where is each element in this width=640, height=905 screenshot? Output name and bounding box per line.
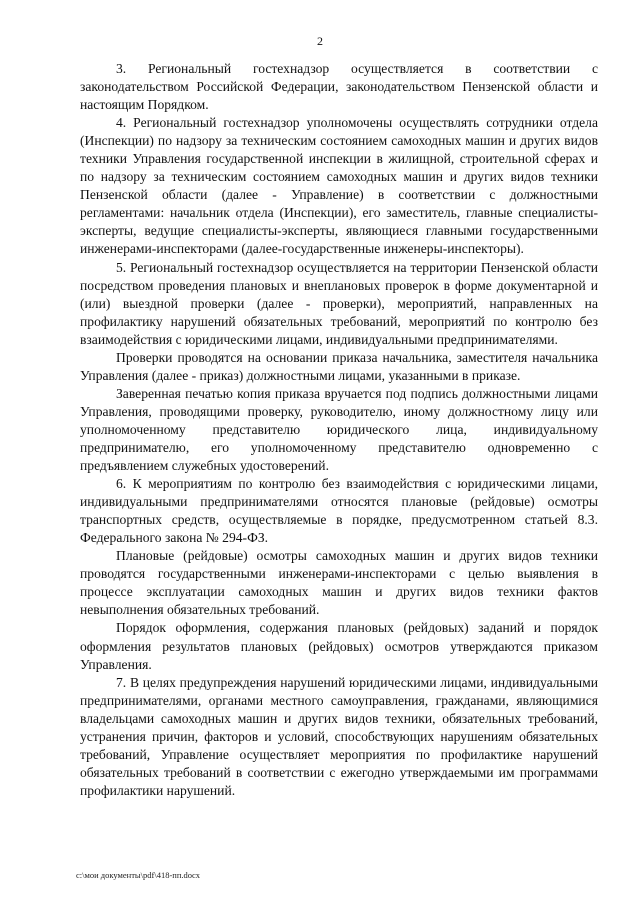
paragraph: 5. Региональный гостехнадзор осуществляется на территории Пензенской области посредством проведения плановых и внеплановых проверок в форме документарной и (или) выездной проверки (далее - проверки), мероприятий, направленных на профилактику нарушений обязательных требований, мероприятий по контролю без взаимодействия с юридическими лицами, индивидуальными предпринимателями. [80,259,598,347]
paragraph: 4. Региональный гостехнадзор уполномочены осуществлять сотрудники отдела (Инспекции) по надзору за техническим состоянием самоходных машин и других видов техники Управления государственной инспекции в жилищной, строительной сферах и по надзору за техническим состоянием самоходных машин и других видов техники Пензенской области (далее - Управление) в соответствии с должностными регламентами: начальник отдела (Инспекции), его заместитель, главные специалисты-эксперты, ведущие специалисты-эксперты, являющиеся главными государственными инженерами-инспекторами (далее-государственные инженеры-инспекторы). [80,115,598,257]
paragraph: Заверенная печатью копия приказа вручается под подпись должностными лицами Управления, проводящими проверку, руководителю, иному должностному лицу или уполномоченному представителю юридического лица, индивидуальному предпринимателю, его уполномоченному представителю одновременно с предъявлением служебных удостоверений. [80,385,598,474]
paragraph: Проверки проводятся на основании приказа начальника, заместителя начальника Управления (далее - приказ) должностными лицами, указанными в приказе. [80,349,598,383]
paragraph: 7. В целях предупреждения нарушений юридическими лицами, индивидуальными предпринимателями, органами местного самоуправления, гражданами, являющимися владельцами самоходных машин и других видов техники, обязательных требований, устранения причин, факторов и условий, способствующих нарушениям обязательных требований, Управление осуществляет мероприятия по профилактике нарушений обязательных требований в соответствии с ежегодно утверждаемыми им программами профилактики нарушений. [80,674,598,798]
paragraph: Порядок оформления, содержания плановых (рейдовых) заданий и порядок оформления результатов плановых (рейдовых) осмотров утверждаются приказом Управления. [80,620,598,672]
paragraph: 3. Региональный гостехнадзор осуществляется в соответствии с законодательством Российской Федерации, законодательством Пензенской области и настоящим Порядком. [80,61,598,113]
document-body [80,60,598,800]
page-number: 2 [317,34,323,48]
paragraph: 6. К мероприятиям по контролю без взаимодействия с юридическими лицами, индивидуальными предпринимателями относятся плановые (рейдовые) осмотры транспортных средств, осуществляемые в порядке, предусмотренном статьей 8.3. Федерального закона № 294-ФЗ. [80,476,598,546]
paragraph: Плановые (рейдовые) осмотры самоходных машин и других видов техники проводятся государственными инженерами-инспекторами с целью выявления в процессе эксплуатации самоходных машин и других видов техники фактов невыполнения обязательных требований. [80,548,598,618]
footer-file-path: c:\мои документы\pdf\418-пп.docx [76,870,201,880]
